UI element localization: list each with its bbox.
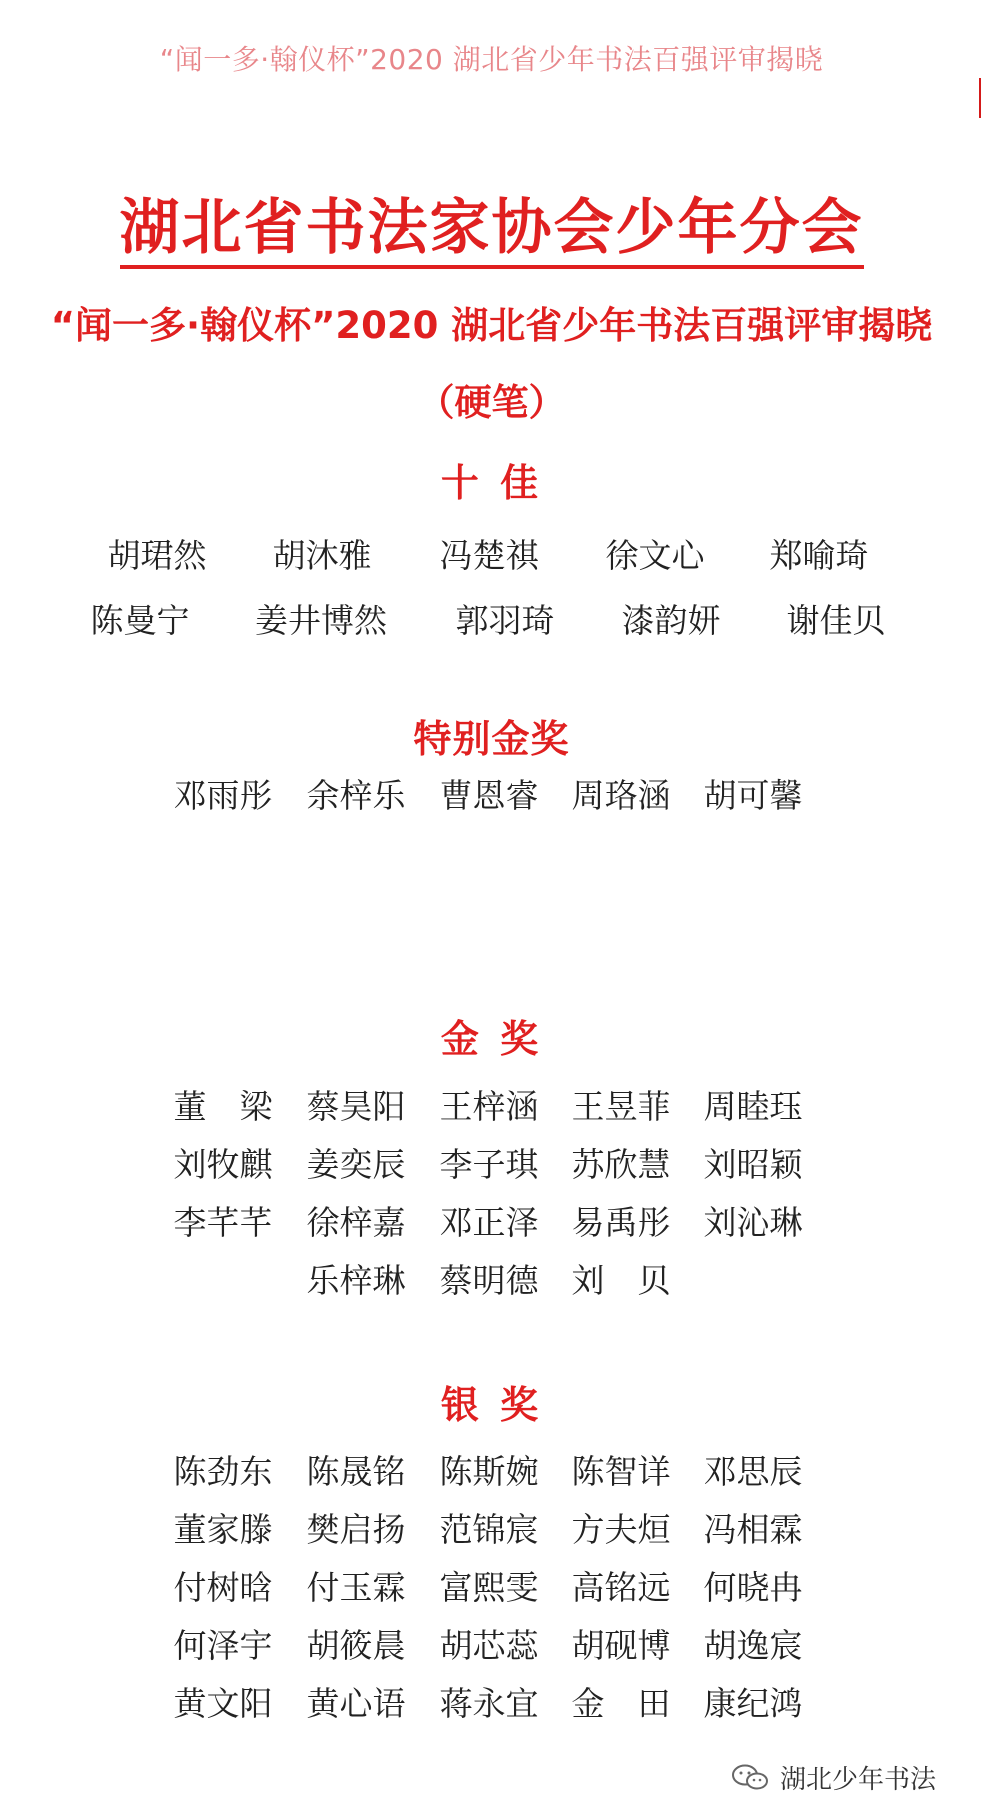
list-item: 邓雨彤: [173, 776, 273, 815]
list-item: 刘昭颖: [703, 1145, 803, 1184]
list-item: 胡沐雅: [272, 536, 372, 575]
list-item: 陈劲东: [173, 1452, 273, 1491]
list-item: 徐梓嘉: [306, 1203, 406, 1242]
list-item: 乐梓琳: [306, 1261, 406, 1300]
section-heading-silver: 银 奖: [440, 1383, 543, 1427]
list-item: 蔡昊阳: [306, 1087, 406, 1126]
subtitle: “闻一多·翰仪杯”2020 湖北省少年书法百强评审揭晓: [50, 304, 933, 347]
list-item: 周睦珏: [703, 1087, 803, 1126]
list-item: 漆韵妍: [621, 601, 721, 640]
list-item: 王昱菲: [571, 1087, 671, 1126]
list-item: 胡逸宸: [703, 1626, 803, 1665]
list-item: 刘沁琳: [703, 1203, 803, 1242]
list-item: 蔡明德: [439, 1261, 539, 1300]
list-item: 苏欣慧: [571, 1145, 671, 1184]
list-item: 胡可馨: [703, 776, 803, 815]
list-item: 蒋永宜: [439, 1684, 539, 1723]
list-item: 郑喻琦: [769, 536, 869, 575]
account-name: 湖北少年书法: [780, 1764, 937, 1795]
list-item: 陈曼宁: [90, 601, 190, 640]
list-item: 陈斯婉: [439, 1452, 539, 1491]
list-item: 刘 贝: [571, 1261, 671, 1300]
list-item: 冯相霖: [703, 1510, 803, 1549]
list-item: 何泽宇: [173, 1626, 273, 1665]
list-item: 何晓冉: [703, 1568, 803, 1607]
list-item: 金 田: [571, 1684, 671, 1723]
list-item: 易禹彤: [571, 1203, 671, 1242]
list-item: 陈智详: [571, 1452, 671, 1491]
list-item: 胡芯蕊: [439, 1626, 539, 1665]
page-title: [0, 180, 983, 266]
list-item: 付玉霖: [306, 1568, 406, 1607]
section-heading-gold: 金 奖: [440, 1017, 543, 1061]
list-item: 郭羽琦: [455, 601, 555, 640]
list-item: 范锦宸: [439, 1510, 539, 1549]
list-item: 冯楚祺: [439, 536, 539, 575]
account-watermark[interactable]: [730, 1752, 970, 1802]
list-item: 方夫烜: [571, 1510, 671, 1549]
list-item: 曹恩睿: [439, 776, 539, 815]
list-item: 刘牧麒: [173, 1145, 273, 1184]
list-item: 李芊芊: [173, 1203, 273, 1242]
list-item: 董 梁: [173, 1087, 273, 1126]
list-item: 付树晗: [173, 1568, 273, 1607]
list-item: 邓正泽: [439, 1203, 539, 1242]
list-item: 胡筱晨: [306, 1626, 406, 1665]
list-item: 姜井博然: [255, 601, 387, 640]
list-item: 陈晟铭: [306, 1452, 406, 1491]
list-item: 康纪鸿: [703, 1684, 803, 1723]
list-item: 王梓涵: [439, 1087, 539, 1126]
list-item: 余梓乐: [306, 776, 406, 815]
section-heading-top-ten: 十 佳: [440, 461, 543, 505]
top-caption: “闻一多·翰仪杯”2020 湖北省少年书法百强评审揭晓: [159, 43, 824, 76]
list-item: 胡砚博: [571, 1626, 671, 1665]
list-item: 黄文阳: [173, 1684, 273, 1723]
list-item: 胡珺然: [107, 536, 207, 575]
list-item: 富熙雯: [439, 1568, 539, 1607]
list-item: 董家滕: [173, 1510, 273, 1549]
list-item: 樊启扬: [306, 1510, 406, 1549]
wechat-icon: [730, 1762, 770, 1792]
right-edge-rule: [979, 78, 981, 118]
list-item: 姜奕辰: [306, 1145, 406, 1184]
list-item: 李子琪: [439, 1145, 539, 1184]
list-item: 黄心语: [306, 1684, 406, 1723]
list-item: 高铭远: [571, 1568, 671, 1607]
list-item: 邓思辰: [703, 1452, 803, 1491]
list-item: 徐文心: [605, 536, 705, 575]
list-item: 周珞涵: [571, 776, 671, 815]
subtitle-category: （硬笔）: [417, 381, 566, 424]
page-title-text: 湖北省书法家协会少年分会: [120, 193, 864, 269]
section-heading-special-gold: 特别金奖: [413, 717, 570, 761]
list-item: 谢佳贝: [786, 601, 886, 640]
